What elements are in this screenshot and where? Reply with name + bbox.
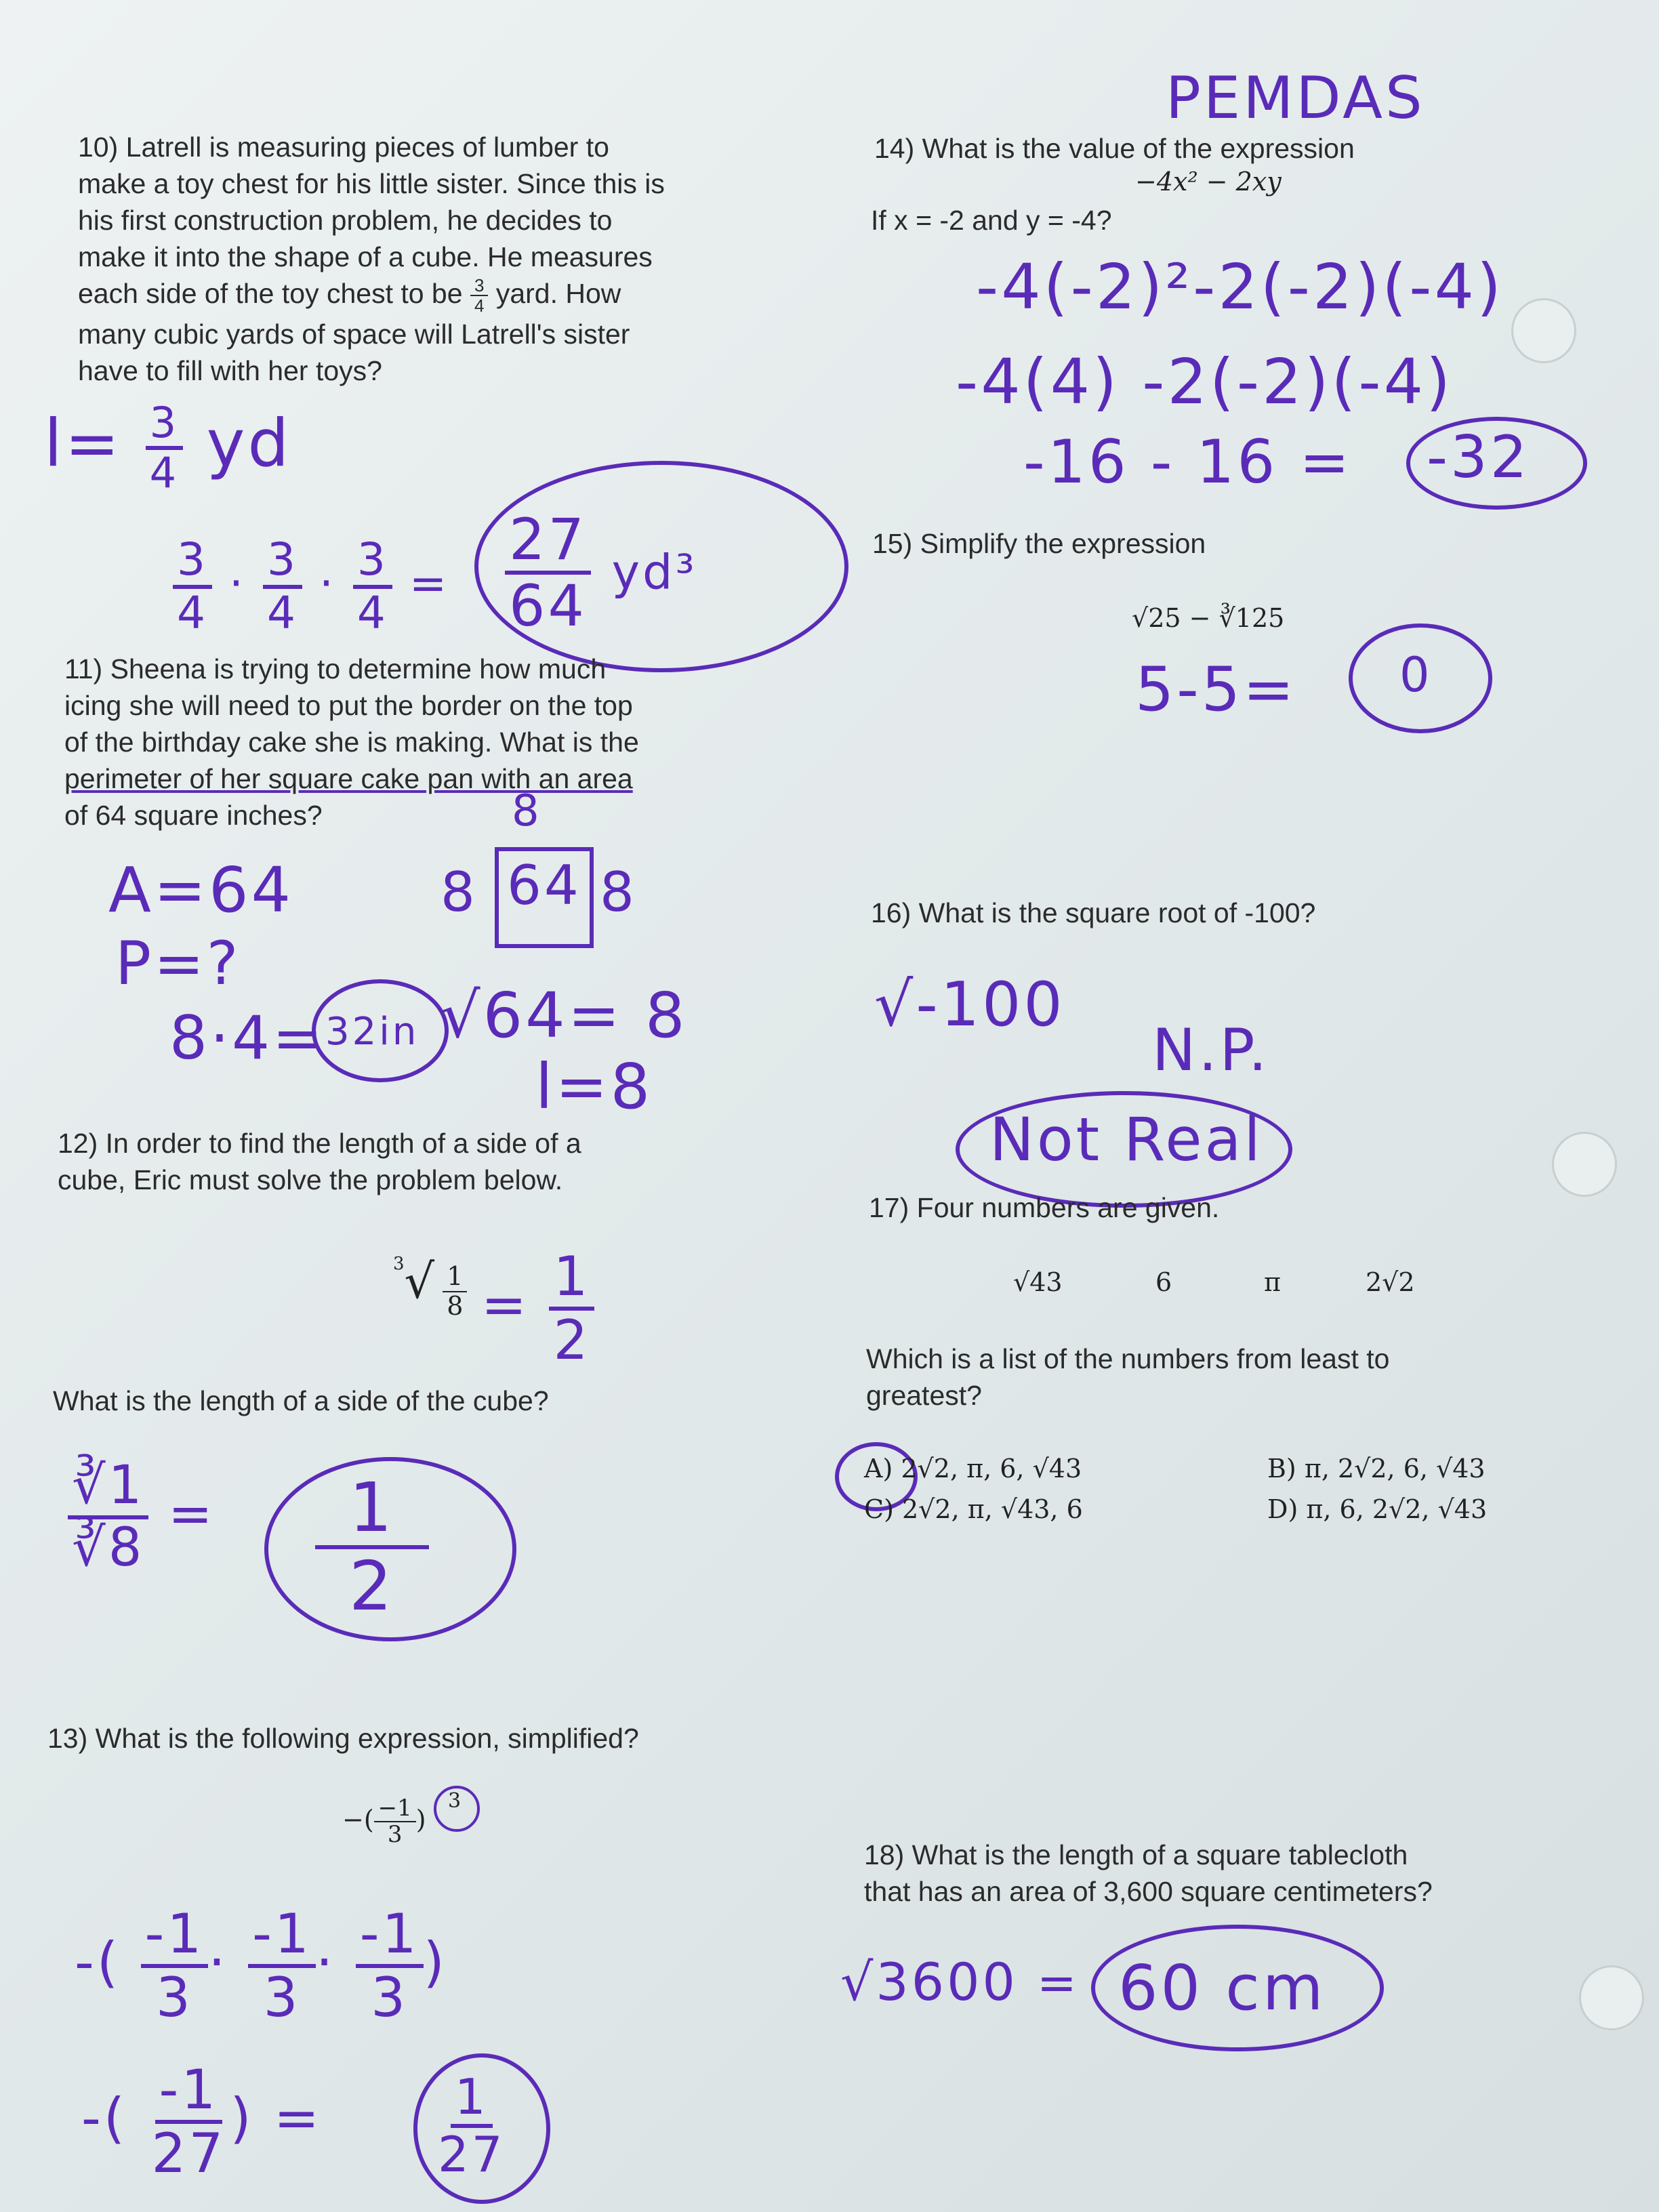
- q14-line: 14) What is the value of the expression: [874, 133, 1355, 164]
- q10-line-with-fraction: [78, 275, 665, 316]
- q17-number: √43: [1013, 1267, 1063, 1297]
- q10-line: make a toy chest for his little sister. Since this is: [78, 168, 665, 199]
- pemdas-note: PEMDAS: [1166, 64, 1425, 132]
- q15-answer: 0: [1399, 647, 1433, 703]
- q11-line: icing she will need to put the border on the top: [64, 690, 633, 721]
- question-13: 13) What is the following expression, simplified?: [47, 1723, 639, 1754]
- q14-answer: -32: [1427, 424, 1530, 491]
- q10-work-length: l= $\frac{3}{4}$ yd: [44, 398, 292, 498]
- q14-condition: If x = -2 and y = -4?: [871, 205, 1112, 236]
- q18-answer: 60 cm: [1118, 1952, 1326, 2024]
- q11-box-side-left: 8: [441, 861, 478, 924]
- question-16: 16) What is the square root of -100?: [871, 897, 1316, 928]
- q16-np-note: N.P.: [1152, 1017, 1270, 1084]
- q15-expression: √25 − ∛125: [1132, 603, 1285, 633]
- q13-exponent: 3: [448, 1789, 462, 1813]
- q11-answer: 32in: [325, 1010, 419, 1054]
- binder-hole-middle: [1552, 1132, 1617, 1197]
- q16-work: √-100: [874, 969, 1065, 1040]
- q10-line: make it into the shape of a cube. He measures: [78, 241, 653, 272]
- q11-box-side-right: 8: [600, 861, 637, 924]
- q14-expression: −4x² − 2xy: [1135, 167, 1282, 197]
- q12-line: 12) In order to find the length of a side of a: [58, 1128, 581, 1159]
- q10-line: many cubic yards of space will Latrell's sister: [78, 318, 630, 350]
- binder-hole-top: [1511, 298, 1576, 363]
- q10-line: each side of the toy chest to be: [78, 278, 463, 309]
- q14-work-step3: -16 - 16 =: [1023, 427, 1353, 497]
- q10-line-end: yard. How: [488, 278, 621, 309]
- q15-work: 5-5=: [1135, 654, 1297, 725]
- q11-line: of 64 square inches?: [64, 800, 323, 831]
- q12-answer: $\frac{1}{2}$: [315, 1471, 429, 1624]
- q16-answer: Not Real: [989, 1105, 1263, 1174]
- q14-work-step2: -4(4) -2(-2)(-4): [956, 346, 1454, 418]
- binder-hole-bottom: [1579, 1965, 1644, 2030]
- q13-work-result: -( $\frac{-1}{27}$ ) =: [81, 2058, 322, 2185]
- q18-line: 18) What is the length of a square tablecloth: [864, 1839, 1408, 1870]
- q10-line: have to fill with her toys?: [78, 354, 382, 386]
- question-10: [78, 129, 665, 389]
- q11-work-calc: 8·4=: [169, 1003, 325, 1073]
- q13-answer: $\frac{1}{27}$: [438, 2068, 506, 2184]
- q12-line: cube, Eric must solve the problem below.: [58, 1164, 563, 1195]
- question-12: [58, 1125, 581, 1198]
- question-18: [864, 1837, 1433, 1910]
- three-fourths-fraction: $\frac{3}{4}$: [470, 276, 488, 316]
- q11-line: of the birthday cake she is making. What is the: [64, 726, 639, 758]
- q12-expression: $^3$√ $\frac{1}{8}$: [393, 1254, 467, 1320]
- q12-question: What is the length of a side of the cube?: [53, 1385, 549, 1416]
- q18-work: √3600: [840, 1952, 1018, 2012]
- q17-option-c: C) 2√2, π, √43, 6: [864, 1494, 1083, 1524]
- q10-line: 10) Latrell is measuring pieces of lumber to: [78, 131, 609, 163]
- q11-work-perimeter: P=?: [115, 928, 241, 998]
- q17-question: [866, 1340, 1389, 1414]
- q17-number: π: [1264, 1267, 1281, 1297]
- q11-box-side-top: 8: [512, 786, 542, 836]
- q12-expression-work: = $\frac{1}{2}$: [481, 1247, 594, 1370]
- q11-box: 64: [495, 847, 594, 948]
- question-14: [874, 130, 1355, 167]
- q13-expression: −( $\frac{-1}{3}$ ): [342, 1795, 426, 1849]
- question-15: 15) Simplify the expression: [872, 528, 1206, 559]
- q12-work: $\frac{∛1}{∛8}$ =: [68, 1457, 215, 1578]
- q17-option-a: A) 2√2, π, 6, √43: [864, 1454, 1082, 1483]
- q13-work-product: -( $\frac{-1}{3}$ · $\frac{-1}{3}$ · $\frac{-1}{3}$ ): [75, 1902, 447, 2029]
- q10-work-product: $\frac{3}{4}$ · $\frac{3}{4}$ · $\frac{3}{4}$ =: [173, 535, 449, 638]
- q17-question-line: greatest?: [866, 1380, 982, 1411]
- q11-work-area: A=64: [108, 854, 294, 926]
- q11-line: perimeter of her square cake pan with an area: [64, 763, 633, 794]
- q17-option-d: D) π, 6, 2√2, √43: [1267, 1494, 1488, 1524]
- q18-line: that has an area of 3,600 square centimeters?: [864, 1876, 1433, 1907]
- q11-work-side: l=8: [535, 1050, 653, 1123]
- question-17: 17) Four numbers are given.: [869, 1192, 1220, 1223]
- q17-question-line: Which is a list of the numbers from least to: [866, 1343, 1390, 1374]
- q18-equals: =: [1037, 1955, 1080, 2011]
- q10-answer: $\frac{27}{64}$ yd³: [505, 508, 697, 638]
- q11-line: 11) Sheena is trying to determine how much: [64, 653, 607, 684]
- q11-work-sqrt: √64= 8: [441, 979, 688, 1052]
- q17-number: 2√2: [1366, 1267, 1415, 1297]
- q17-option-b: B) π, 2√2, 6, √43: [1267, 1454, 1486, 1483]
- q17-number: 6: [1155, 1267, 1172, 1297]
- q14-work-step1: -4(-2)²-2(-2)(-4): [976, 251, 1504, 323]
- q10-line: his first construction problem, he decides to: [78, 205, 613, 236]
- question-11: [64, 651, 639, 834]
